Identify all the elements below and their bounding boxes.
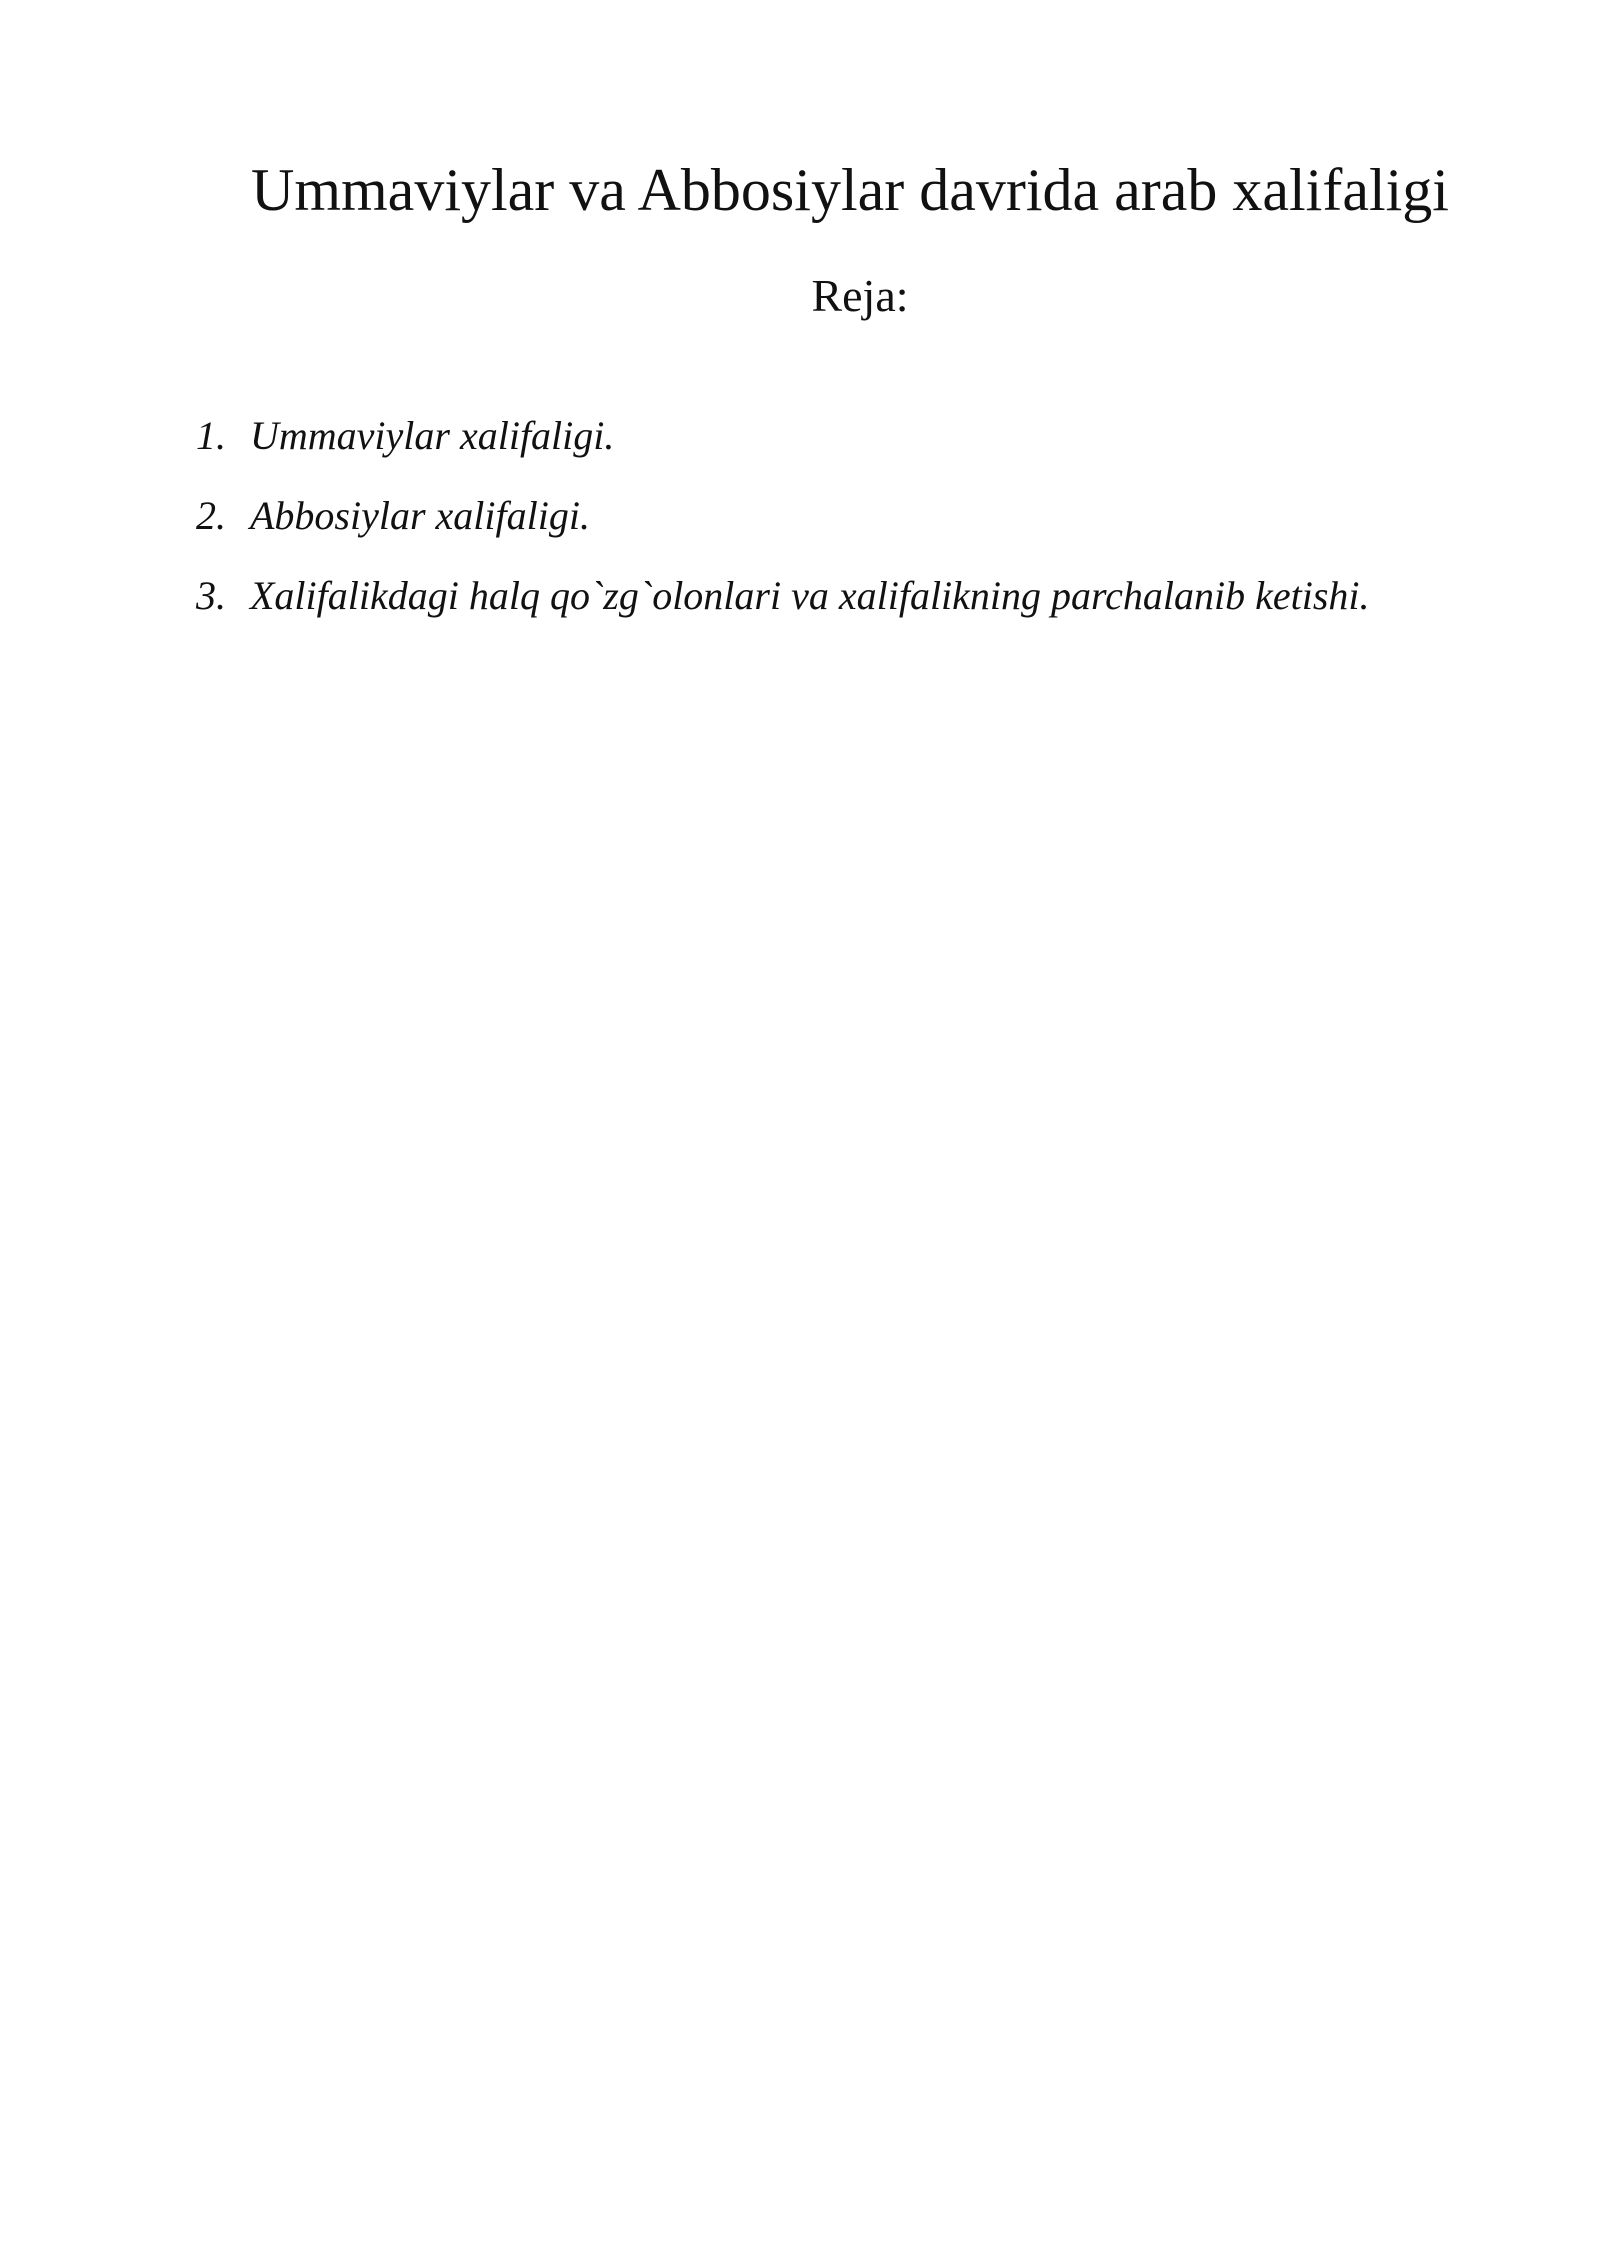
plan-item (196, 400, 1370, 480)
plan-item-text: Abbosiylar xalifaligi. (250, 493, 590, 538)
document-title: Ummaviylar va Abbosiylar davrida arab xalifaligi (251, 157, 1449, 223)
plan-item-text: Ummaviylar xalifaligi. (250, 413, 615, 458)
plan-item (196, 480, 1370, 560)
plan-item (196, 560, 1370, 640)
plan-heading: Reja: (811, 270, 909, 321)
plan-list (196, 400, 1370, 640)
plan-item-number: 2. (196, 493, 226, 538)
plan-item-number: 3. (196, 573, 226, 618)
plan-item-text: Xalifalikdagi halq qo`zg`olonlari va xalifalikning parchalanib ketishi. (250, 573, 1370, 618)
plan-item-number: 1. (196, 413, 226, 458)
